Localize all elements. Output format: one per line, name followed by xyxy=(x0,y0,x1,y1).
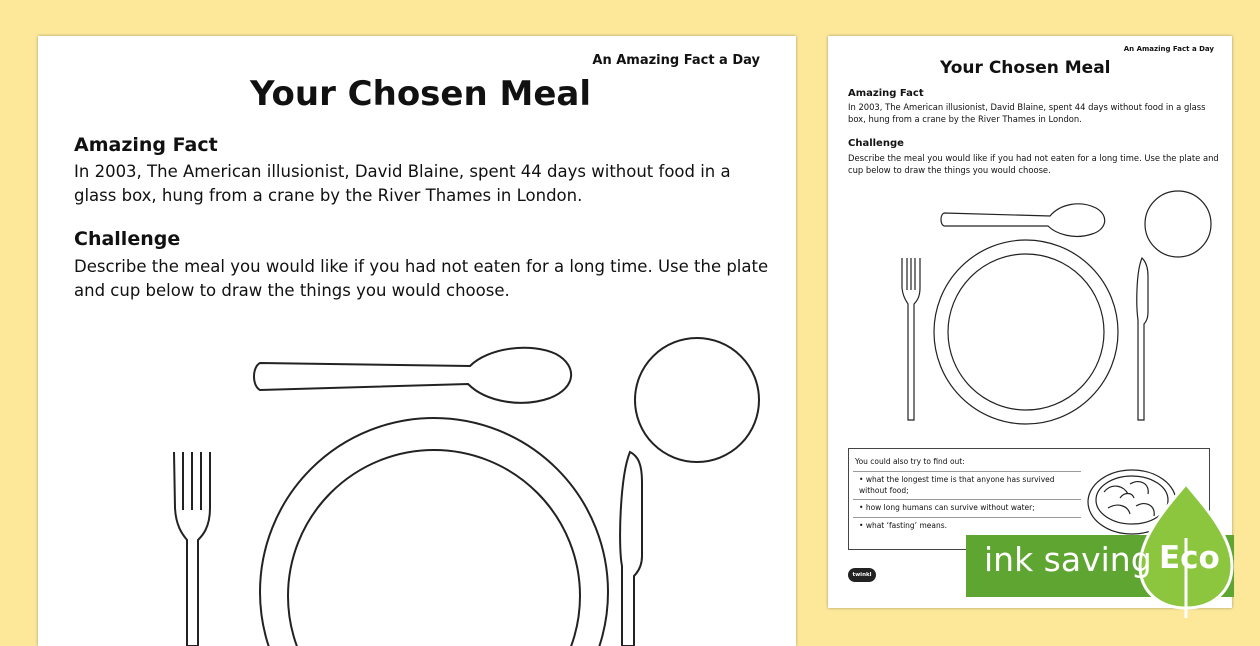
fact-heading: Amazing Fact xyxy=(74,134,218,156)
plate-outer xyxy=(260,418,608,646)
challenge-heading: Challenge xyxy=(848,138,904,149)
cup-circle xyxy=(635,338,759,462)
fork-icon xyxy=(902,258,920,420)
fork-icon xyxy=(174,452,210,646)
plate-outer xyxy=(934,240,1118,424)
find-out-title: You could also try to find out: xyxy=(855,457,965,466)
brand-label: An Amazing Fact a Day xyxy=(592,53,760,68)
fact-heading: Amazing Fact xyxy=(848,88,924,99)
ink-saving-text: ink saving xyxy=(984,540,1152,579)
knife-icon xyxy=(620,452,642,646)
twinkl-logo: twinkl xyxy=(848,568,876,582)
find-out-list xyxy=(853,471,1081,534)
list-item: • how long humans can survive without water; xyxy=(853,499,1081,517)
challenge-text: Describe the meal you would like if you had not eaten for a long time. Use the plate and cup below to draw the things you would choose. xyxy=(74,257,769,300)
page-title: Your Chosen Meal xyxy=(940,58,1111,78)
list-item: • what ‘fasting’ means. xyxy=(853,517,1081,535)
fact-text: In 2003, The American illusionist, David Blaine, spent 44 days without food in a glass box, hung from a crane by the River Thames in London. xyxy=(848,102,1206,125)
worksheet-large xyxy=(38,36,796,646)
spoon-icon xyxy=(254,348,571,403)
plate-inner xyxy=(948,254,1104,410)
brand-label: An Amazing Fact a Day xyxy=(1123,45,1214,53)
knife-icon xyxy=(1137,258,1148,420)
list-item: • what the longest time is that anyone has survived without food; xyxy=(853,471,1081,499)
place-setting-illustration xyxy=(38,36,796,646)
fact-text: In 2003, The American illusionist, David Blaine, spent 44 days without food in a glass box, hung from a crane by the River Thames in London. xyxy=(74,162,731,205)
cup-circle xyxy=(1145,191,1211,257)
challenge-heading: Challenge xyxy=(74,228,181,250)
page-title: Your Chosen Meal xyxy=(250,74,592,114)
eco-label: Eco xyxy=(1159,540,1220,576)
plate-inner xyxy=(288,450,580,646)
spoon-icon xyxy=(941,204,1105,237)
challenge-text: Describe the meal you would like if you had not eaten for a long time. Use the plate and cup below to draw the things you would choose. xyxy=(848,153,1219,176)
